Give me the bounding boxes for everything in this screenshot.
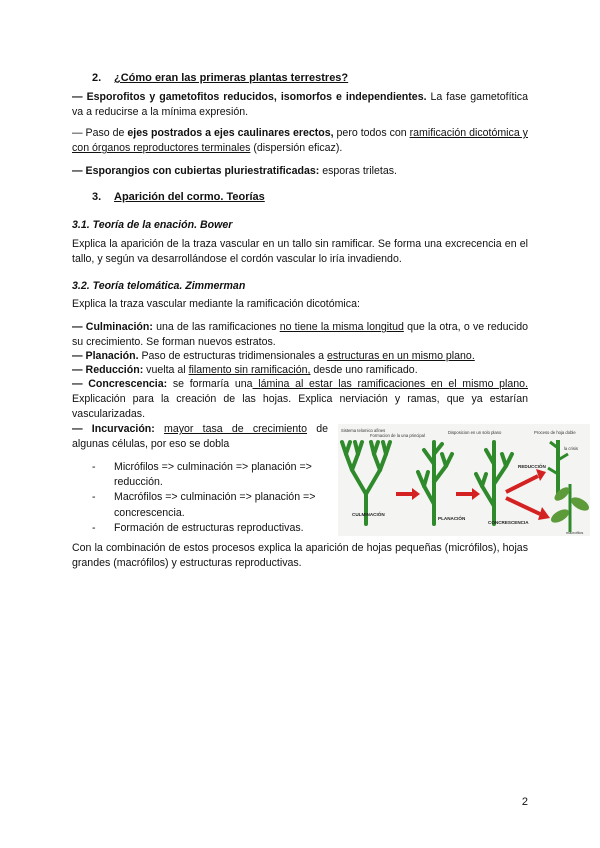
arrow-culminacion — [396, 488, 420, 500]
bullet-list — [92, 460, 336, 536]
plant-overtopping — [418, 442, 452, 524]
figure-label-hoja: la crisis — [564, 446, 578, 451]
figure-label-culminacion: CULMINACIÓN — [352, 512, 385, 517]
list-item: - Formación de estructuras reproductivas. — [92, 521, 304, 534]
paragraph-enacion: Explica la aparición de la traza vascular en un tallo sin ramificar. Se forma una excrecencia en el tallo, y según va desarrollándose el cordón vascular lo iría invadiendo. — [72, 238, 528, 266]
figure-label-macrofilos: macrofilos — [566, 531, 584, 535]
list-item: - Macrófilos => culminación => planación => concrescencia. — [92, 491, 316, 519]
paragraph-planacion: — Planación. Paso de estructuras tridimensionales a estructuras en un mismo plano. — [72, 350, 475, 362]
paragraph-esporangios: — Esporangios con cubiertas pluriestratificadas: esporas triletas. — [72, 165, 397, 177]
figure-label-disposicion: Disposicion en un solo plano — [448, 430, 502, 435]
telome-theory-figure — [338, 424, 590, 536]
figure-label-formacion: Formacion de la una principal — [370, 433, 425, 438]
section-heading-3: 3. Aparición del cormo. Teorías — [92, 191, 265, 203]
figure-label-proceso: Proceso de hoja doble — [534, 430, 576, 435]
section-title-3: Aparición del cormo. Teorías — [114, 191, 265, 203]
plant-macrophyll — [549, 484, 590, 532]
figure-label-sistema: Sistema telomico afines — [341, 428, 386, 433]
section-title-2: ¿Cómo eran las primeras plantas terrestres? — [114, 72, 349, 84]
page-number: 2 — [521, 796, 528, 808]
section-heading-2: 2. ¿Cómo eran las primeras plantas terrestres? — [92, 72, 349, 84]
arrows-reduccion-concrescencia — [506, 469, 550, 520]
paragraph-reduccion: — Reducción: vuelta al filamento sin ramificación, desde uno ramificado. — [72, 364, 418, 376]
subsection-title-3-2: 3.2. Teoría telomática. Zimmerman — [72, 280, 246, 292]
list-item: - Micrófilos => culminación => planación => reducción. — [92, 461, 312, 489]
plant-planated — [476, 442, 512, 524]
figure-label-reduccion: REDUCCIÓN — [518, 464, 546, 469]
paragraph-ejes: — Paso de ejes postrados a ejes caulinares erectos, pero todos con ramificación dicotómica y con órganos reproductores terminales (dispersión eficaz). — [72, 127, 528, 155]
subsection-title-3-1: 3.1. Teoría de la enación. Bower — [72, 219, 233, 231]
paragraph-concrescencia: — Concrescencia: se formaría una lámina al estar las ramificaciones en el mismo plano. Explicación para la creación de las hojas. Explica nerviación y ramas, que ya estarían vascularizadas. — [72, 378, 529, 421]
arrow-planacion — [456, 488, 480, 500]
paragraph-conclusion: Con la combinación de estos procesos explica la aparición de hojas pequeñas (micrófilos), hojas grandes (macrófilos) y estructuras reproductivas. — [72, 542, 528, 570]
telome-theory-diagram — [338, 424, 590, 536]
paragraph-esporofitos: — Esporofitos y gametofitos reducidos, isomorfos e independientes. La fase gametofítica va a reducirse a la mínima expresión. — [72, 91, 528, 119]
paragraph-telomatica-intro: Explica la traza vascular mediante la ramificación dicotómica: — [72, 298, 360, 310]
figure-label-concrescencia: CONCRESCENCIA — [488, 520, 529, 525]
paragraph-culminacion: — Culminación: una de las ramificaciones no tiene la misma longitud que la otra, o ve reducido su crecimiento. Se forman nuevos estratos. — [72, 321, 528, 349]
paragraph-incurvacion: — Incurvación: mayor tasa de crecimiento de algunas células, por eso se dobla — [72, 423, 329, 451]
figure-label-planacion: PLANACIÓN — [438, 516, 466, 521]
